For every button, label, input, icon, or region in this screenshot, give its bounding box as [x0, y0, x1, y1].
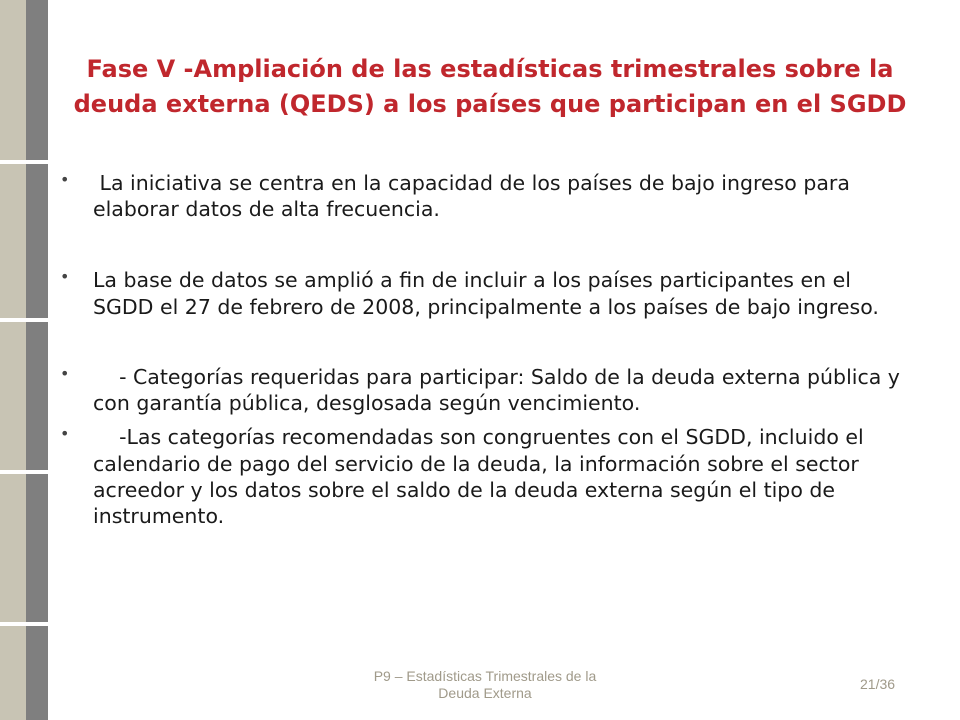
left-bar-divider — [0, 470, 48, 474]
bullet-list — [60, 170, 910, 529]
bullet-text: La base de datos se amplió a fin de incluir a los países participantes en el SGDD el 27 de febrero de 2008, principalmente a los países de bajo ingreso. — [93, 268, 879, 319]
slide-title — [70, 52, 910, 122]
footer-caption-line-1: P9 – Estadísticas Trimestrales de la — [373, 668, 597, 684]
bullet-item — [60, 267, 910, 319]
slide-title-line-1: Fase V -Ampliación de las estadísticas trimestrales sobre la — [86, 55, 894, 83]
bullet-text: -Las categorías recomendadas son congruentes con el SGDD, incluido el calendario de pago del servicio de la deuda, la información sobre el sector acreedor y los datos sobre el saldo de la deuda externa según el tipo de instrumento. — [93, 425, 871, 529]
bullet-item — [60, 170, 910, 222]
footer-caption — [330, 668, 640, 702]
left-decorative-bar — [0, 0, 48, 720]
slide-title-line-2: deuda externa (QEDS) a los países que participan en el SGDD — [73, 89, 907, 118]
footer-caption-line-2: Deuda Externa — [438, 684, 532, 701]
page-number: 21/36 — [860, 676, 896, 692]
bullet-icon: • — [60, 267, 70, 287]
bullet-item — [60, 364, 910, 416]
left-bar-divider — [0, 318, 48, 322]
bullet-text: - Categorías requeridas para participar: Saldo de la deuda externa pública y con garantía pública, desglosada según vencimiento. — [93, 364, 907, 416]
bullet-icon: • — [60, 170, 70, 189]
bullet-icon: • — [60, 363, 70, 383]
bullet-text: La iniciativa se centra en la capacidad de los países de bajo ingreso para elaborar datos de alta frecuencia. — [93, 171, 857, 222]
bullet-item — [60, 424, 910, 529]
bullet-icon: • — [60, 424, 70, 444]
left-bar-divider — [0, 160, 48, 164]
left-bar-divider — [0, 622, 48, 626]
left-bar-dark-stripe — [26, 0, 48, 720]
